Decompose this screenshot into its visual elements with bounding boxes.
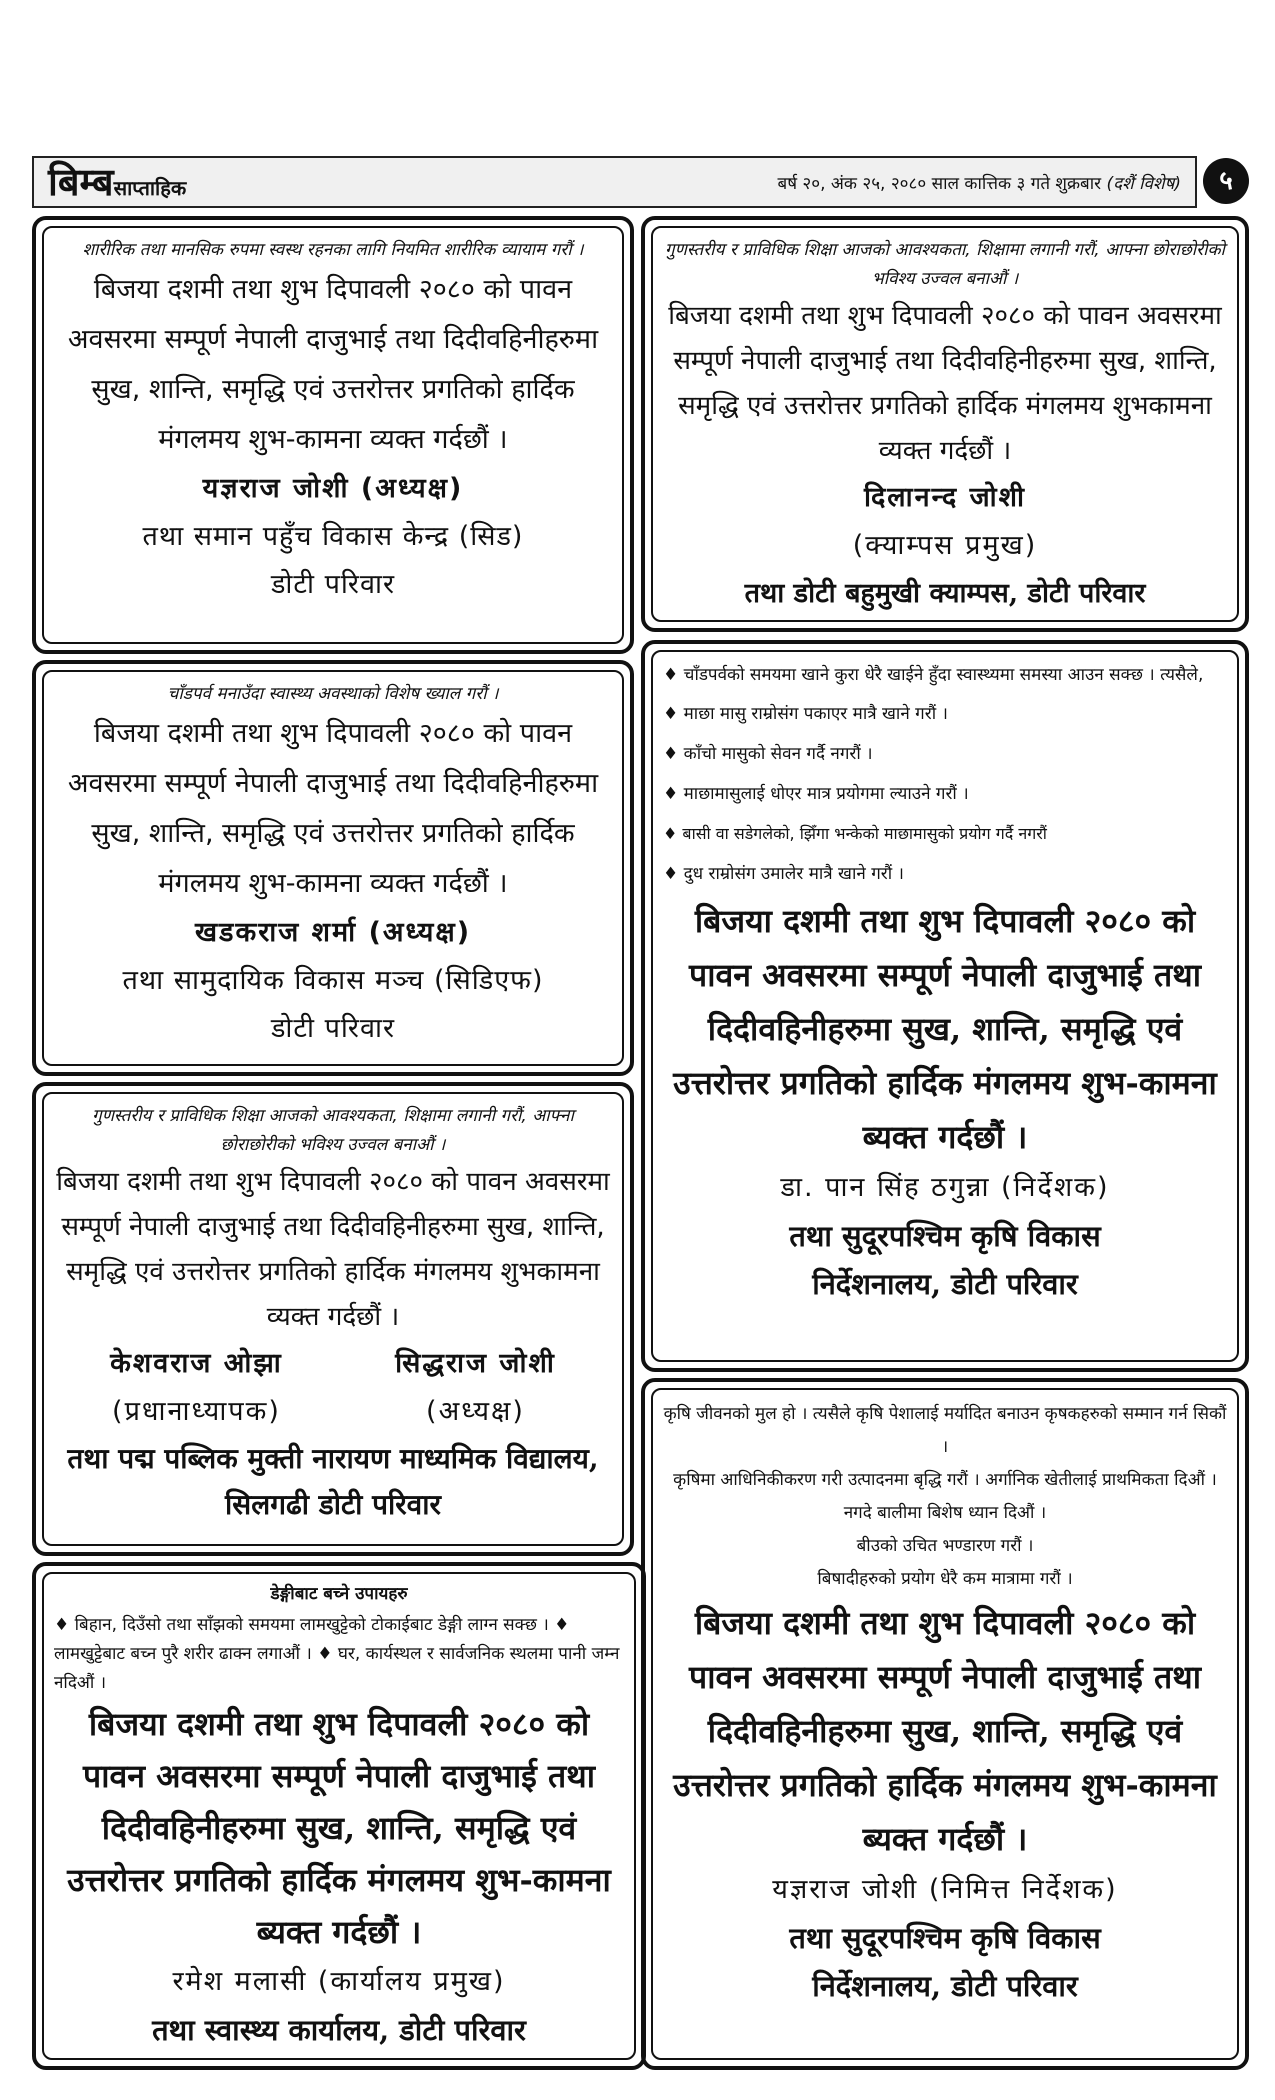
agriculture-notes [663,1398,1227,1596]
education-note: गुणस्तरीय र प्राविधिक शिक्षा आजको आवश्यकता, शिक्षामा लगानी गरौं, आफ्ना छोराछोरीको भविश्य उज्वल बनाऔं । [92,1106,574,1155]
organization: तथा सामुदायिक विकास मञ्च (सिडिएफ) [122,965,544,996]
masthead [32,156,1197,208]
agri-note: कृषिमा आधिनिकीकरण गरी उत्पादनमा बृद्धि गरौं । अर्गानिक खेतीलाई प्राथमिकता दिऔं । [673,1470,1217,1490]
masthead-logo [48,160,186,210]
organization-family: डोटी परिवार [270,1013,396,1044]
greeting-message: बिजया दशमी तथा शुभ दिपावली २०८० को पावन अवसरमा सम्पूर्ण नेपाली दाजुभाई तथा दिदीवहिनीहरुमा सुख, शान्ति, समृद्धि एवं उत्तरोत्तर प्रगतिको हार्दिक मंगलमय शुभकामना व्यक्त गर्दछौं । [56,1167,610,1332]
food-safety-tips [663,656,1227,894]
greeting-box-cdf [32,660,634,1076]
sender-name: डा. पान सिंह ठगुन्ना (निर्देशक) [780,1172,1110,1203]
sender-name: खडकराज शर्मा (अध्यक्ष) [194,917,472,948]
greeting-message: बिजया दशमी तथा शुभ दिपावली २०८० को पावन अवसरमा सम्पूर्ण नेपाली दाजुभाई तथा दिदीवहिनीहरुमा सुख, शान्ति, समृद्धि एवं उत्तरोत्तर प्रगतिको हार्दिक मंगलमय शुभ-कामना ब्यक्त गर्दछौं । [673,1604,1217,1858]
organization: तथा समान पहुँच विकास केन्द्र (सिड) [142,521,524,552]
organization-family: डोटी परिवार [270,569,396,600]
tip-item: ♦ दुध राम्रोसंग उमालेर मात्रै खाने गरौं । [663,864,904,884]
sender-name: यज्ञराज जोशी (निमित्त निर्देशक) [772,1874,1118,1905]
special-edition-label: (दशैं विशेष) [1106,174,1181,194]
greeting-message: बिजया दशमी तथा शुभ दिपावली २०८० को पावन अवसरमा सम्पूर्ण नेपाली दाजुभाई तथा दिदीवहिनीहरुमा सुख, शान्ति, समृद्धि एवं उत्तरोत्तर प्रगतिको हार्दिक मंगलमय शुभ-कामना ब्यक्त गर्दछौं । [673,902,1217,1156]
greeting-message: बिजया दशमी तथा शुभ दिपावली २०८० को पावन अवसरमा सम्पूर्ण नेपाली दाजुभाई तथा दिदीवहिनीहरुमा सुख, शान्ति, समृद्धि एवं उत्तरोत्तर प्रगतिको हार्दिक मंगलमय शुभकामना व्यक्त गर्दछौं । [668,301,1222,466]
organization: तथा सुदूरपश्चिम कृषि विकास [789,1921,1101,1955]
education-note: गुणस्तरीय र प्राविधिक शिक्षा आजको आवश्यकता, शिक्षामा लगानी गरौं, आफ्ना छोराछोरीको भविश्य उज्वल बनाऔं । [665,240,1225,289]
greeting-message: बिजया दशमी तथा शुभ दिपावली २०८० को पावन अवसरमा सम्पूर्ण नेपाली दाजुभाई तथा दिदीवहिनीहरुमा सुख, शान्ति, समृद्धि एवं उत्तरोत्तर प्रगतिको हार्दिक मंगलमय शुभ-कामना व्यक्त गर्दछौं । [67,718,599,899]
organization: तथा सुदूरपश्चिम कृषि विकास [789,1219,1101,1253]
page-number: ५ [1203,158,1249,204]
organization: तथा स्वास्थ्य कार्यालय, डोटी परिवार [152,2013,526,2047]
logo-title: बिम्ब [48,159,114,204]
chaadparva-note: चाँडपर्व मनाउँदा स्वास्थ्य अवस्थाको विशेष ख्याल गरौं । [167,684,499,704]
greeting-box-campus [641,216,1249,632]
signatory-title: (प्रधानाध्यापक) [112,1396,281,1427]
health-note: शारीरिक तथा मानसिक रुपमा स्वस्थ रहनका लागि नियमित शारीरिक व्यायाम गरौं । [82,240,584,260]
tip-item: ♦ बासी वा सडेगलेको, झिँगा भन्केको माछामासुको प्रयोग गर्दै नगरौं [663,824,1047,843]
dengue-tips: ♦ बिहान, दिउँसो तथा साँझको समयमा लामखुट्टेको टोकाईबाट डेङ्गी लाग्न सक्छ । ♦ लामखुट्टेबाट बच्न पुरै शरीर ढाक्न लगाऔं । ♦ घर, कार्यस्थल र सार्वजनिक स्थलमा पानी जम्न नदिऔं । [54,1615,620,1693]
greeting-box-agriculture-acting [641,1378,1249,2070]
greeting-box-school [32,1082,634,1556]
organization-family: निर्देशनालय, डोटी परिवार [812,1969,1078,2003]
signatory-name: सिद्धराज जोशी [395,1348,556,1379]
agri-note: बीउको उचित भण्डारण गरौं । [856,1536,1034,1556]
signatories [54,1340,612,1436]
logo-subtitle: साप्ताहिक [113,176,187,200]
tip-item: ♦ चाँडपर्वको समयमा खाने कुरा धेरै खाईने हुँदा स्वास्थ्यमा समस्या आउन सक्छ । त्यसैले, [663,665,1204,685]
agri-note: कृषि जीवनको मुल हो । त्यसैले कृषि पेशालाई मर्यादित बनाउन कृषकहरुको सम्मान गर्न सिकौं । [663,1404,1227,1457]
tip-item: ♦ काँचो मासुको सेवन गर्दै नगरौं । [663,744,873,764]
greeting-box-sid [32,216,634,654]
tip-item: ♦ माछा मासु राम्रोसंग पकाएर मात्रै खाने गरौं । [663,704,948,724]
organization: तथा पद्म पब्लिक मुक्ती नारायण माध्यमिक विद्यालय, सिलगढी डोटी परिवार [67,1442,599,1521]
sender-name: यज्ञराज जोशी (अध्यक्ष) [202,473,464,504]
signatory-title: (अध्यक्ष) [426,1396,525,1427]
greeting-message: बिजया दशमी तथा शुभ दिपावली २०८० को पावन अवसरमा सम्पूर्ण नेपाली दाजुभाई तथा दिदीवहिनीहरुमा सुख, शान्ति, समृद्धि एवं उत्तरोत्तर प्रगतिको हार्दिक मंगलमय शुभ-कामना ब्यक्त गर्दछौं । [67,1705,611,1951]
greeting-message: बिजया दशमी तथा शुभ दिपावली २०८० को पावन अवसरमा सम्पूर्ण नेपाली दाजुभाई तथा दिदीवहिनीहरुमा सुख, शान्ति, समृद्धि एवं उत्तरोत्तर प्रगतिको हार्दिक मंगलमय शुभ-कामना व्यक्त गर्दछौं । [67,274,599,455]
agri-note: बिषादीहरुको प्रयोग धेरै कम मात्रामा गरौं । [817,1569,1073,1589]
signatory-name: केशवराज ओझा [110,1348,283,1379]
dengue-heading: डेङ्गीबाट बच्ने उपायहरु [270,1584,408,1604]
greeting-box-health-office [32,1562,646,2070]
agri-note: नगदे बालीमा बिशेष ध्यान दिऔं । [843,1503,1047,1523]
tip-item: ♦ माछामासुलाई धोएर मात्र प्रयोगमा ल्याउने गरौं । [663,784,969,804]
organization-family: निर्देशनालय, डोटी परिवार [812,1267,1078,1301]
organization: तथा डोटी बहुमुखी क्याम्पस, डोटी परिवार [744,578,1146,609]
sender-name: रमेश मलासी (कार्यालय प्रमुख) [172,1966,506,1997]
sender-title: (क्याम्पस प्रमुख) [852,530,1038,561]
greeting-box-agriculture-directorate [641,640,1249,1372]
issue-info [777,171,1181,194]
sender-name: दिलानन्द जोशी [863,482,1027,513]
issue-details: बर्ष २०, अंक २५, २०८० साल कात्तिक ३ गते शुक्रबार [777,174,1102,194]
